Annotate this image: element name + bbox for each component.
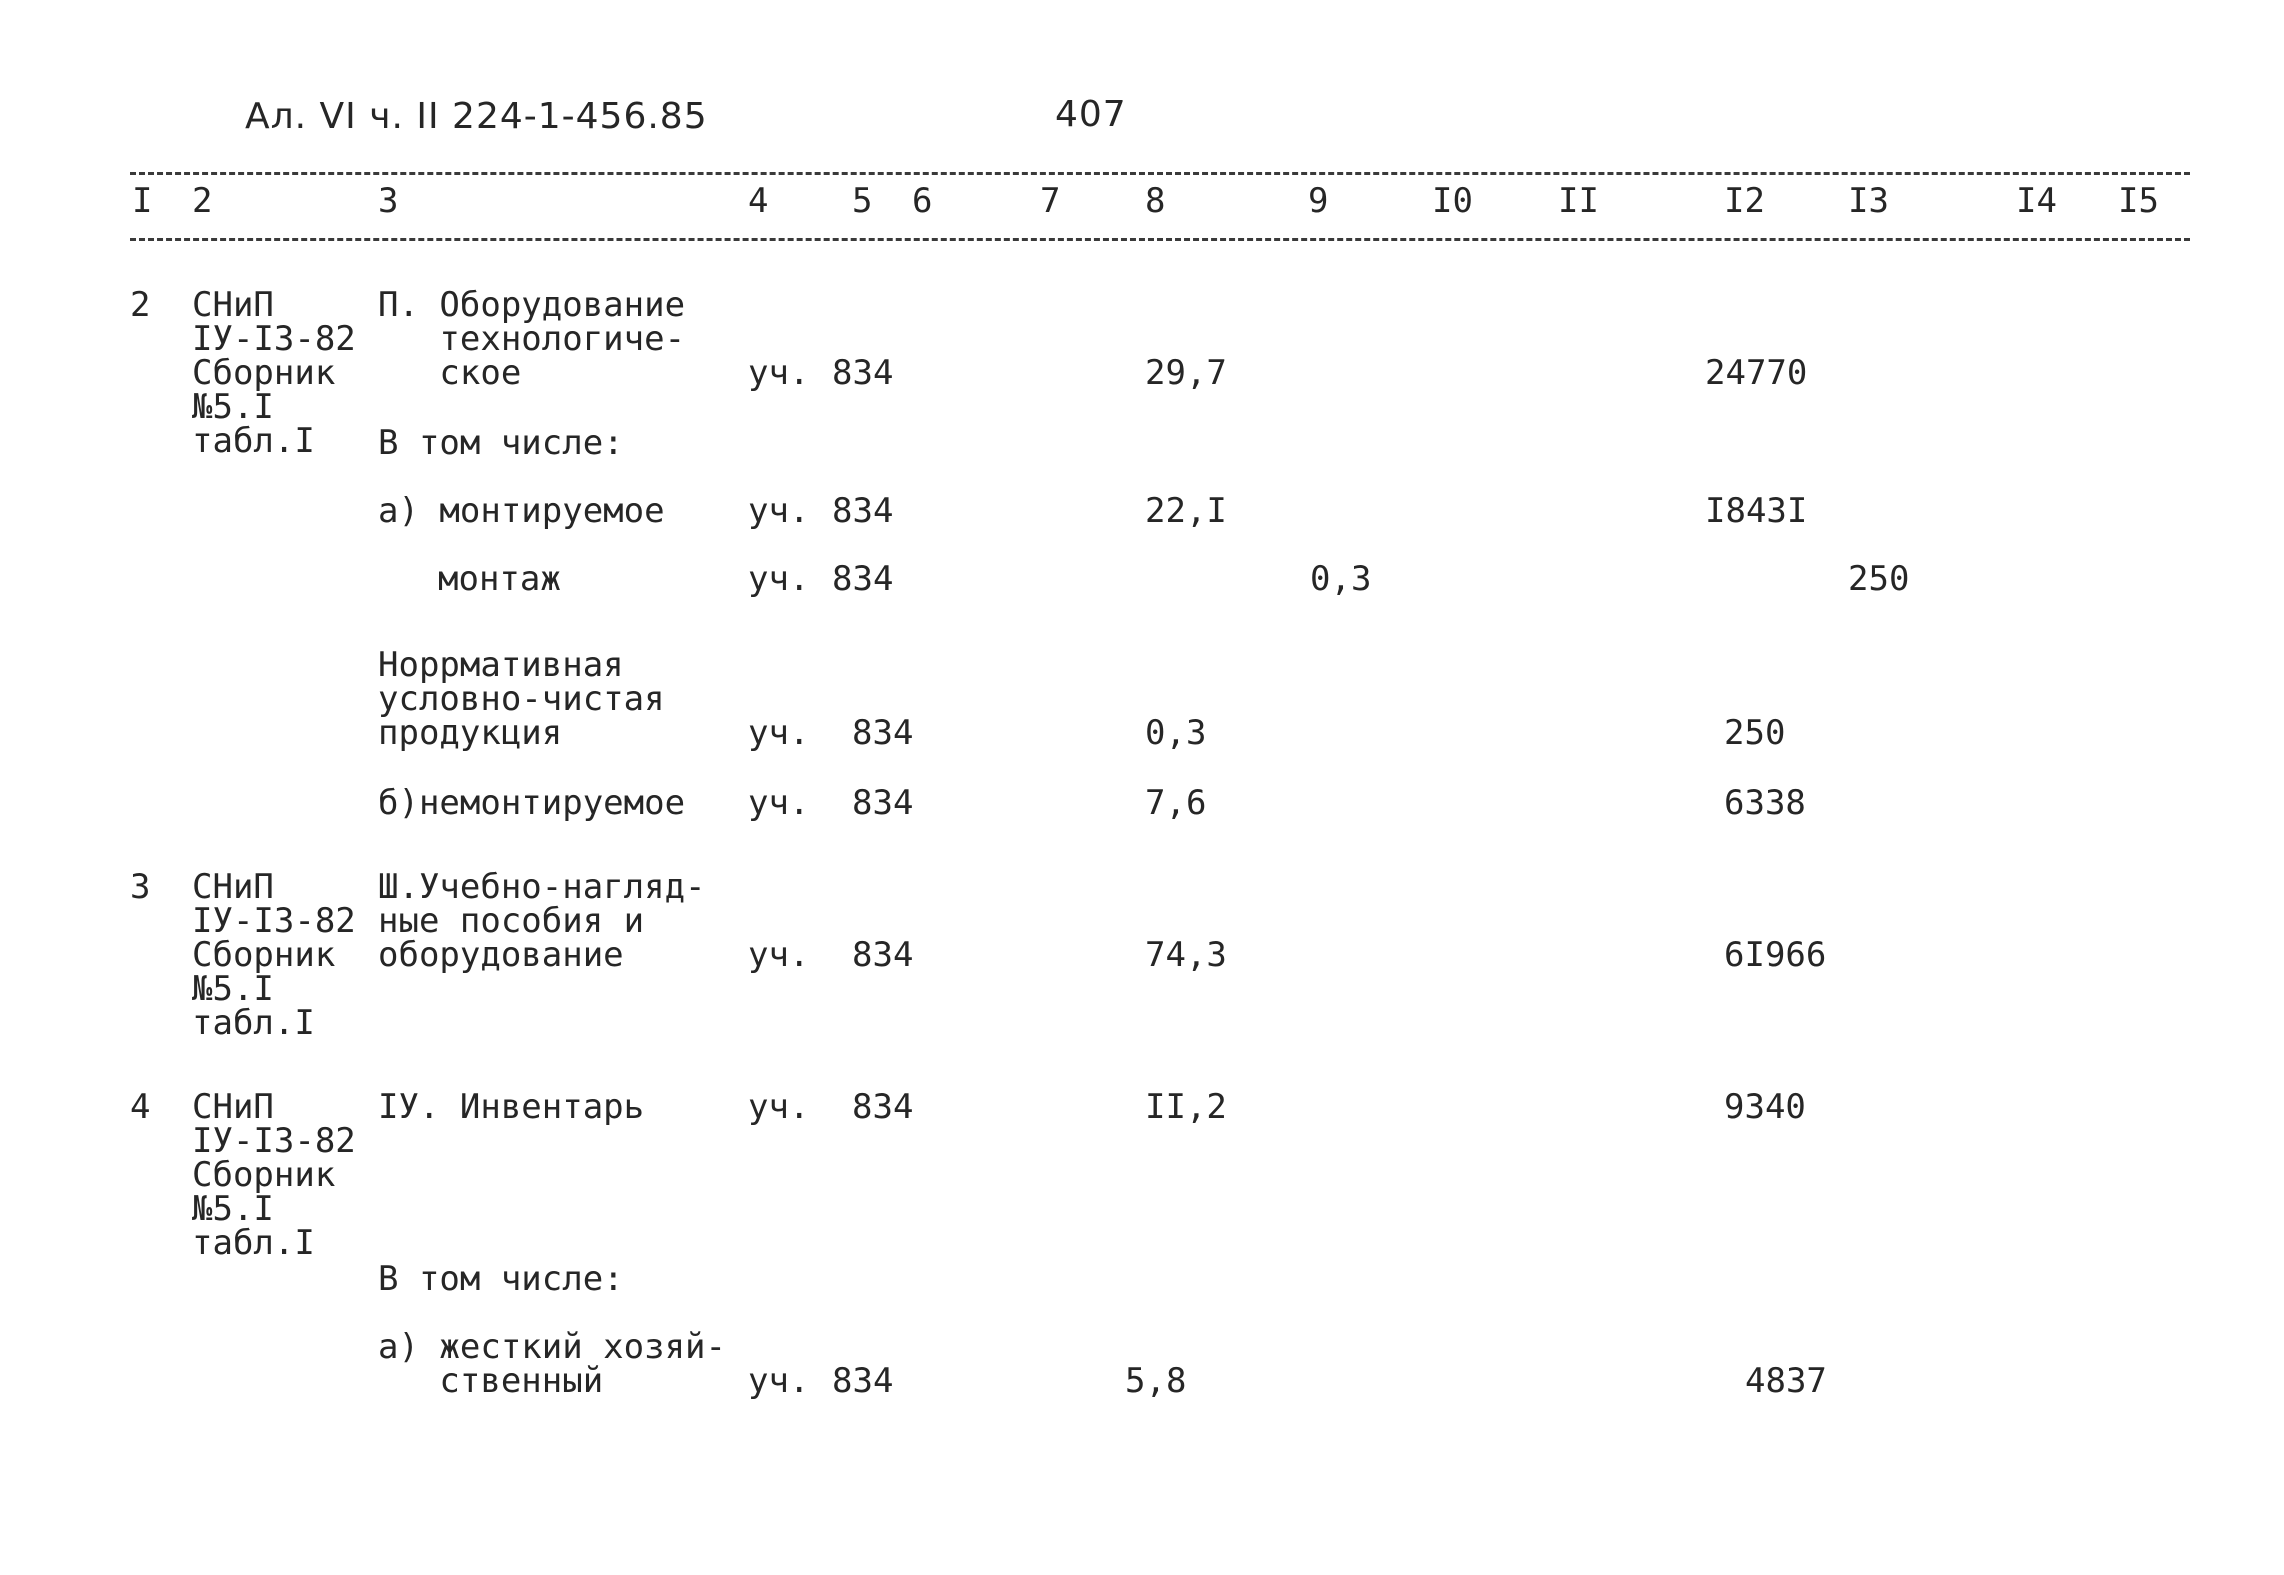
- column-header: 4: [748, 181, 769, 221]
- column-header: I3: [1848, 181, 1889, 221]
- price-cell: 834: [832, 559, 894, 599]
- column-header: 3: [378, 181, 399, 221]
- col8-cell: 29,7: [1145, 353, 1227, 393]
- column-header: I2: [1724, 181, 1765, 221]
- unit-cell: уч.: [748, 559, 810, 599]
- col12-cell: I843I: [1705, 491, 1808, 531]
- col12-cell: 4837: [1745, 1361, 1827, 1401]
- col12-cell: 9340: [1724, 1087, 1806, 1127]
- col8-cell: 7,6: [1145, 783, 1207, 823]
- column-header: I5: [2118, 181, 2159, 221]
- col12-cell: 250: [1724, 713, 1786, 753]
- name-cell: П. Оборудование технологиче- ское: [378, 285, 686, 393]
- col8-cell: 74,3: [1145, 935, 1227, 975]
- column-header: 5: [852, 181, 873, 221]
- name-cell: IУ. Инвентарь: [378, 1087, 645, 1127]
- column-header: 8: [1145, 181, 1166, 221]
- column-header: 2: [192, 181, 213, 221]
- column-header: 9: [1308, 181, 1329, 221]
- price-cell: 834: [832, 491, 894, 531]
- col12-cell: 6I966: [1724, 935, 1827, 975]
- col8-cell: 5,8: [1125, 1361, 1187, 1401]
- column-header: I4: [2016, 181, 2057, 221]
- column-header: II: [1558, 181, 1599, 221]
- name-cell: а) жесткий хозяй- ственный: [378, 1327, 726, 1401]
- page-number: 407: [1055, 94, 1127, 135]
- subheading: В том числе:: [378, 423, 624, 463]
- col12-cell: 6338: [1724, 783, 1806, 823]
- name-cell: монтаж: [438, 559, 561, 599]
- col13-cell: 250: [1848, 559, 1910, 599]
- subheading: В том числе:: [378, 1259, 624, 1299]
- name-cell: Норрмативная условно-чистая продукция: [378, 645, 665, 753]
- row-number: 4: [130, 1087, 151, 1127]
- col12-cell: 24770: [1705, 353, 1808, 393]
- unit-cell: уч.: [748, 935, 810, 975]
- basis-cell: СНиП IУ-I3-82 Сборник №5.I табл.I: [192, 867, 356, 1043]
- price-cell: 834: [852, 935, 914, 975]
- col8-cell: 0,3: [1145, 713, 1207, 753]
- price-cell: 834: [852, 783, 914, 823]
- col8-cell: II,2: [1145, 1087, 1227, 1127]
- unit-cell: уч.: [748, 713, 810, 753]
- header-bottom-rule: [130, 238, 2190, 241]
- column-header: 7: [1040, 181, 1061, 221]
- column-header: I0: [1432, 181, 1473, 221]
- name-cell: б)немонтируемое: [378, 783, 686, 823]
- col9-cell: 0,3: [1310, 559, 1372, 599]
- unit-cell: уч.: [748, 491, 810, 531]
- name-cell: Ш.Учебно-нагляд- ные пособия и оборудование: [378, 867, 706, 975]
- price-cell: 834: [832, 353, 894, 393]
- unit-cell: уч.: [748, 1361, 810, 1401]
- unit-cell: уч.: [748, 353, 810, 393]
- column-header: 6: [912, 181, 933, 221]
- row-number: 3: [130, 867, 151, 907]
- price-cell: 834: [852, 713, 914, 753]
- unit-cell: уч.: [748, 783, 810, 823]
- column-header: I: [132, 181, 153, 221]
- col8-cell: 22,I: [1145, 491, 1227, 531]
- price-cell: 834: [832, 1361, 894, 1401]
- document-reference: Ал. VI ч. II 224-1-456.85: [245, 96, 708, 137]
- basis-cell: СНиП IУ-I3-82 Сборник №5.I табл.I: [192, 1087, 356, 1263]
- row-number: 2: [130, 285, 151, 325]
- unit-cell: уч.: [748, 1087, 810, 1127]
- header-top-rule: [130, 172, 2190, 175]
- price-cell: 834: [852, 1087, 914, 1127]
- basis-cell: СНиП IУ-I3-82 Сборник №5.I табл.I: [192, 285, 356, 461]
- name-cell: а) монтируемое: [378, 491, 665, 531]
